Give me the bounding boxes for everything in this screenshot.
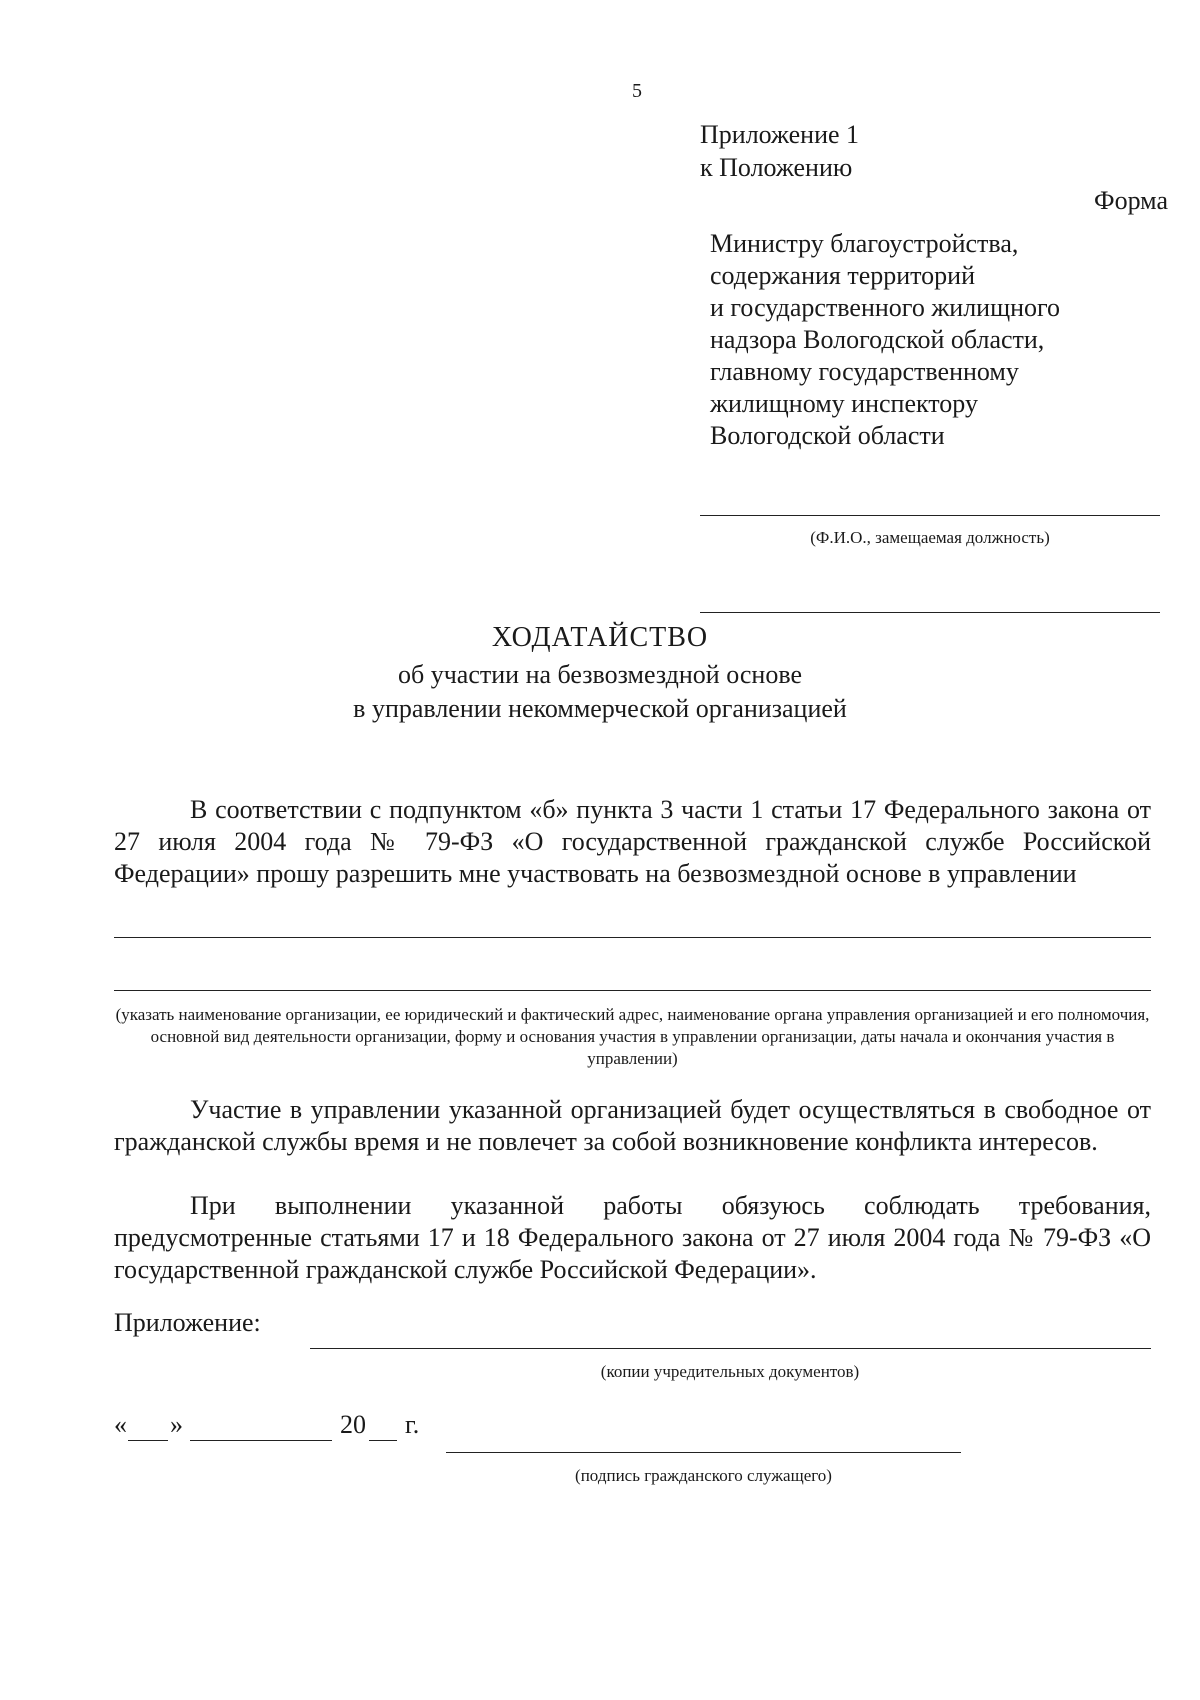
document-title: ХОДАТАЙСТВО (491, 622, 709, 653)
date-open-quote: « (114, 1410, 127, 1439)
addressee-line: и государственного жилищного (710, 293, 1061, 322)
body-paragraph-participation: Участие в управлении указанной организацией будет осуществляться в свободное от гражданской службы время и не повлечет за собой возникновение конфликта интересов. (114, 1095, 1151, 1156)
body-paragraph-request: В соответствии с подпунктом «б» пункта 3 части 1 статьи 17 Федерального закона от 27 июля 2004 года № 79-ФЗ «О государственной гражданской службе Российской Федерации» прошу разрешить мне участвовать на безвозмездной основе в управлении (114, 795, 1151, 888)
form-label: Форма (1094, 186, 1168, 215)
addressee-line: Вологодской области (710, 421, 945, 450)
page-number: 5 (632, 80, 642, 102)
addressee-line: надзора Вологодской области, (710, 325, 1045, 354)
document-subtitle-line-1: об участии на безвозмездной основе (398, 660, 802, 689)
attachment-caption: (копии учредительных документов) (600, 1362, 860, 1381)
date-year-field[interactable] (369, 1440, 397, 1441)
document-subtitle-line-2: в управлении некоммерческой организацией (353, 694, 847, 723)
organization-field-line-2[interactable] (114, 990, 1151, 991)
date-day-field[interactable] (128, 1440, 168, 1441)
signature-caption: (подпись гражданского служащего) (575, 1466, 832, 1485)
applicant-field-line[interactable] (700, 612, 1160, 613)
date-month-field[interactable] (190, 1440, 332, 1441)
signature-field-line[interactable] (446, 1452, 961, 1453)
attachment-label: Приложение: (114, 1308, 261, 1337)
body-paragraph-obligation: При выполнении указанной работы обязуюсь соблюдать требования, предусмотренные статьями 17 и 18 Федерального закона от 27 июля 2004 года № 79-ФЗ «О государственной гражданской службе Российской Федерации». (114, 1191, 1151, 1284)
date-close-quote: » (170, 1410, 183, 1439)
appendix-header (700, 118, 859, 184)
appendix-line-2: к Положению (700, 153, 853, 182)
appendix-line-1: Приложение 1 (700, 120, 860, 149)
fio-caption: (Ф.И.О., замещаемая должность) (810, 528, 1050, 547)
addressee-line: содержания территорий (710, 261, 976, 290)
attachment-field-line[interactable] (310, 1348, 1151, 1349)
organization-field-line-1[interactable] (114, 937, 1151, 938)
fio-field-line[interactable] (700, 515, 1160, 516)
addressee-block (710, 228, 1060, 452)
addressee-line: жилищному инспектору (710, 389, 978, 418)
date-year-prefix: 20 (340, 1410, 366, 1439)
addressee-line: главному государственному (710, 357, 1019, 386)
addressee-line: Министру благоустройства, (710, 229, 1019, 258)
organization-caption: (указать наименование организации, ее юридический и фактический адрес, наименование органа управления организацией и его полномочия, основной вид деятельности организации, форму и основания участия в управлении организации, даты начала и окончания участия в управлении) (115, 1005, 1150, 1068)
date-year-suffix: г. (405, 1410, 420, 1439)
